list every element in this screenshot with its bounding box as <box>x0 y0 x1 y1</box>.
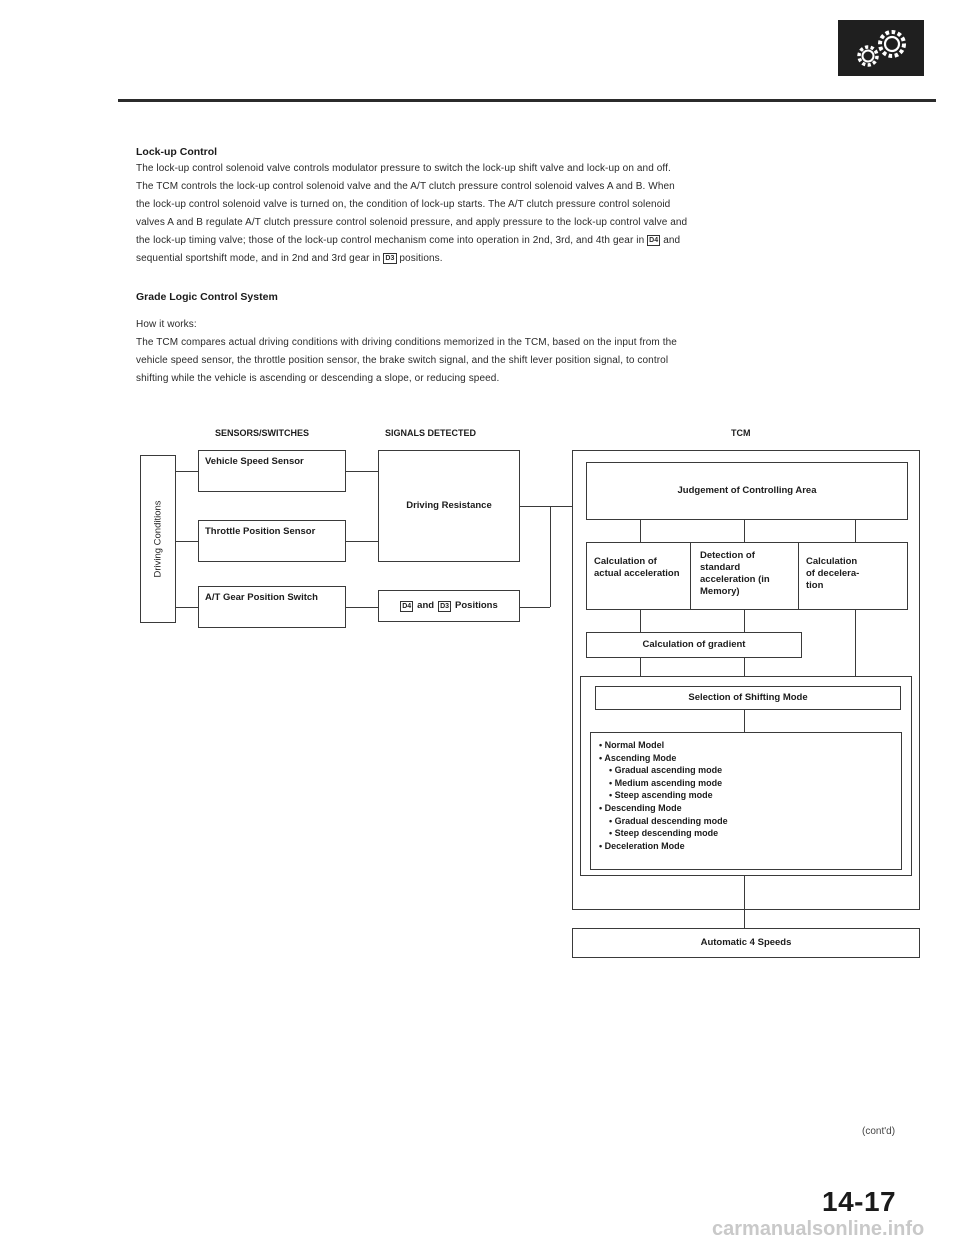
lockup-line-1: The lock-up control solenoid valve controls modulator pressure to switch the lock-up shift valve and lock-up on and off. <box>136 163 671 174</box>
col-header-tcm: TCM <box>731 428 751 438</box>
d4-position-symbol: D4 <box>402 602 412 610</box>
gears-icon <box>838 20 924 76</box>
col-header-signals: SIGNALS DETECTED <box>385 428 477 438</box>
connector <box>744 710 745 732</box>
connector <box>346 607 378 608</box>
connector <box>550 506 551 607</box>
divider <box>798 542 799 610</box>
detection-standard-acceleration: Detection of standard acceleration (in Memory) <box>700 550 770 597</box>
grade-line-3: shifting while the vehicle is ascending or descending a slope, or reducing speed. <box>136 373 500 384</box>
mode-item: • Deceleration Mode <box>599 840 685 851</box>
connector <box>640 610 641 632</box>
judgement-box: Judgement of Controlling Area <box>586 462 908 520</box>
mode-item: • Gradual descending mode <box>609 815 728 826</box>
connector <box>346 541 378 542</box>
section-logo <box>838 20 924 76</box>
mode-item: • Normal Model <box>599 740 665 750</box>
grade-how-label: How it works: <box>136 319 197 330</box>
connector <box>176 607 198 608</box>
vehicle-speed-sensor-box: Vehicle Speed Sensor <box>198 450 346 492</box>
d4-position-symbol: D4 <box>649 237 659 244</box>
watermark: carmanualsonline.info <box>712 1218 925 1240</box>
grade-line-2: vehicle speed sensor, the throttle position sensor, the brake switch signal, and the shift lever position signal, to control <box>136 355 669 366</box>
connector <box>550 506 572 507</box>
grade-line-1: The TCM compares actual driving conditions with driving conditions memorized in the TCM, based on the input from the <box>136 337 677 348</box>
page-number: 14-17 <box>822 1186 897 1217</box>
grade-title: Grade Logic Control System <box>136 291 278 303</box>
positions-box: D4 and D3 Positions <box>378 590 520 622</box>
connector <box>640 520 641 542</box>
divider <box>690 542 691 610</box>
connector <box>176 471 198 472</box>
lockup-line-2: The TCM controls the lock-up control solenoid valve and the A/T clutch pressure control solenoid valves A and B. When <box>136 181 675 192</box>
gradient-box: Calculation of gradient <box>586 632 802 658</box>
calc-deceleration: Calculation of decelera- tion <box>806 556 860 591</box>
connector <box>176 541 198 542</box>
connector <box>520 506 550 507</box>
contd-label: (cont'd) <box>862 1126 896 1137</box>
d3-position-symbol: D3 <box>440 602 450 610</box>
modes-list <box>599 739 893 852</box>
connector <box>346 471 378 472</box>
connector <box>744 520 745 542</box>
connector <box>744 610 745 632</box>
connector <box>855 610 856 686</box>
connector <box>855 520 856 542</box>
mode-item: • Medium ascending mode <box>609 777 723 788</box>
lockup-line-4: valves A and B regulate A/T clutch pressure control solenoid pressure, and apply pressure to the lock-up control valve and <box>136 217 688 228</box>
driving-resistance-box: Driving Resistance <box>378 450 520 562</box>
lockup-paragraph <box>136 160 936 268</box>
header-rule <box>118 99 936 102</box>
throttle-position-sensor-box: Throttle Position Sensor <box>198 520 346 562</box>
modes-box <box>590 732 902 870</box>
mode-item: • Steep ascending mode <box>609 790 713 801</box>
lockup-line-5: the lock-up timing valve; those of the lock-up control mechanism come into operation in 2nd, 3rd, and 4th gear in D4 and <box>136 235 681 246</box>
col-header-sensors: SENSORS/SWITCHES <box>215 428 310 438</box>
driving-conditions-label: Driving Conditions <box>152 500 164 578</box>
mode-item: • Ascending Mode <box>599 752 677 763</box>
connector <box>520 607 550 608</box>
lockup-line-6: sequential sportshift mode, and in 2nd and 3rd gear in D3 positions. <box>136 253 443 264</box>
selection-mode-box: Selection of Shifting Mode <box>595 686 901 710</box>
calc-actual-acceleration: Calculation of actual acceleration <box>594 556 680 579</box>
lockup-title: Lock-up Control <box>136 146 218 158</box>
d3-position-symbol: D3 <box>385 255 395 262</box>
automatic-4-speeds-box: Automatic 4 Speeds <box>572 928 920 958</box>
at-gear-position-switch-box: A/T Gear Position Switch <box>198 586 346 628</box>
mode-item: • Gradual ascending mode <box>609 765 723 776</box>
lockup-line-3: the lock-up control solenoid valve is turned on, the condition of lock-up starts. The A/T clutch pressure control solenoid <box>136 199 671 210</box>
mode-item: • Steep descending mode <box>609 828 719 839</box>
connector <box>744 876 745 928</box>
mode-item: • Descending Mode <box>599 802 682 813</box>
grade-paragraph <box>136 316 936 388</box>
